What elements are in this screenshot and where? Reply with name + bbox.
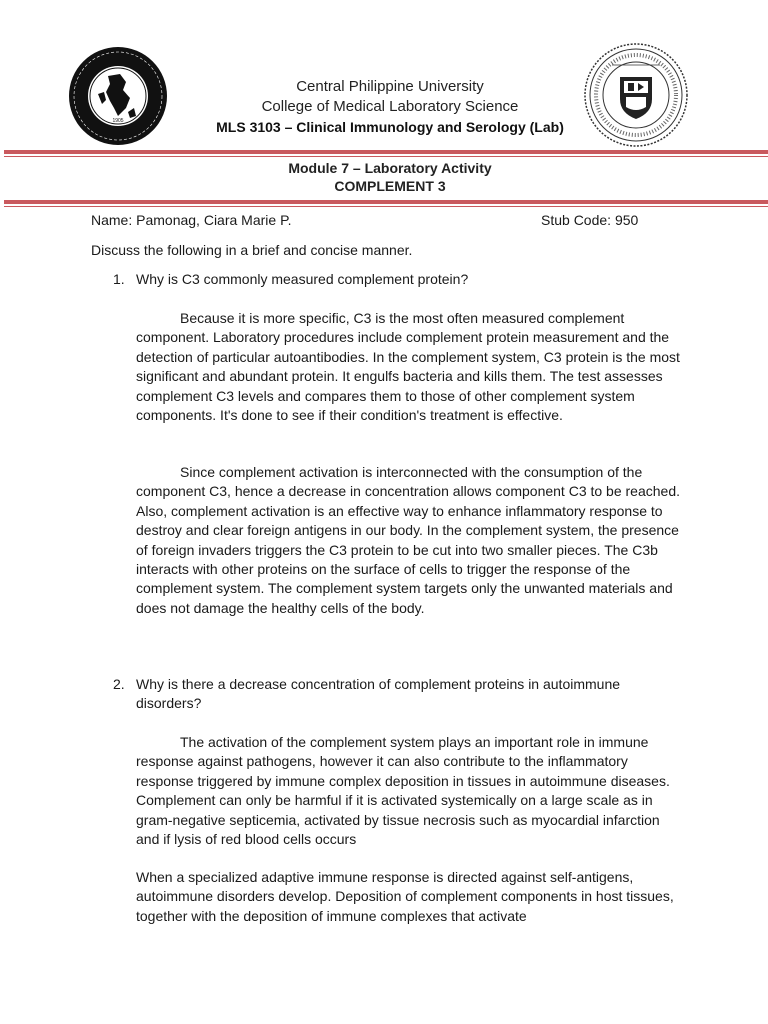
title-rule-thin [4, 206, 768, 207]
answer-paragraph: Because it is more specific, C3 is the most often measured complement component. Laboratory procedures include complement protein measurement and the detection of particular autoantibodies. In the complement system, C3 protein is the most significant and abundant protein. It engulfs bacteria and kills them. The test assesses complement C3 levels and compares them to those of other complement system components. It's done to see if their condition's treatment is effective. [136, 310, 680, 424]
svg-text:1905: 1905 [112, 118, 124, 124]
college-seal-logo [584, 43, 688, 147]
university-name: Central Philippine University [296, 78, 484, 95]
question-1 [113, 270, 673, 289]
question-number: 2. [113, 676, 125, 692]
answer-paragraph: When a specialized adaptive immune response is directed against self-antigens, autoimmune disorders develop. Deposition of complement components in host tissues, together with the deposition of immune complexes that activate [136, 869, 674, 924]
header-rule-thick [4, 150, 768, 154]
module-title: Module 7 – Laboratory Activity [288, 160, 492, 176]
question-number: 1. [113, 271, 125, 287]
question-text: Why is C3 commonly measured complement protein? [136, 271, 469, 287]
title-rule-thick [4, 200, 768, 204]
letterhead [0, 40, 768, 150]
module-subtitle: COMPLEMENT 3 [334, 178, 446, 194]
header-rule-thin [4, 156, 768, 157]
instruction-text: Discuss the following in a brief and concise manner. [91, 242, 413, 258]
stub-code: Stub Code: 950 [541, 212, 639, 228]
question-2 [113, 675, 673, 714]
student-name: Name: Pamonag, Ciara Marie P. [91, 212, 292, 228]
answer-paragraph: Since complement activation is interconnected with the consumption of the component C3, hence a decrease in concentration allows component C3 to be reached. Also, complement activation is an effective way to enhance inflammatory response to destroy and clear foreign antigens in our body. In the complement system, the presence of foreign invaders triggers the C3 protein to be cut into two smaller pieces. The C3b interacts with other proteins on the surface of cells to trigger the response of the complement system. The complement system targets only the unwanted materials and does not damage the healthy cells of the body. [136, 464, 681, 616]
answer-paragraph: The activation of the complement system plays an important role in immune response against pathogens, however it can also contribute to the inflammatory response triggered by immune complex deposition in tissues in autoimmune diseases. Complement can only be harmful if it is activated systemically on a large scale as in gram-negative septicemia, activated by tissue necrosis such as myocardial infarction and if lysis of red blood cells occurs [136, 734, 670, 848]
question-text: Why is there a decrease concentration of complement proteins in autoimmune disorders? [136, 676, 621, 712]
course-name: MLS 3103 – Clinical Immunology and Serology (Lab) [216, 119, 564, 135]
college-name: College of Medical Laboratory Science [261, 98, 519, 115]
